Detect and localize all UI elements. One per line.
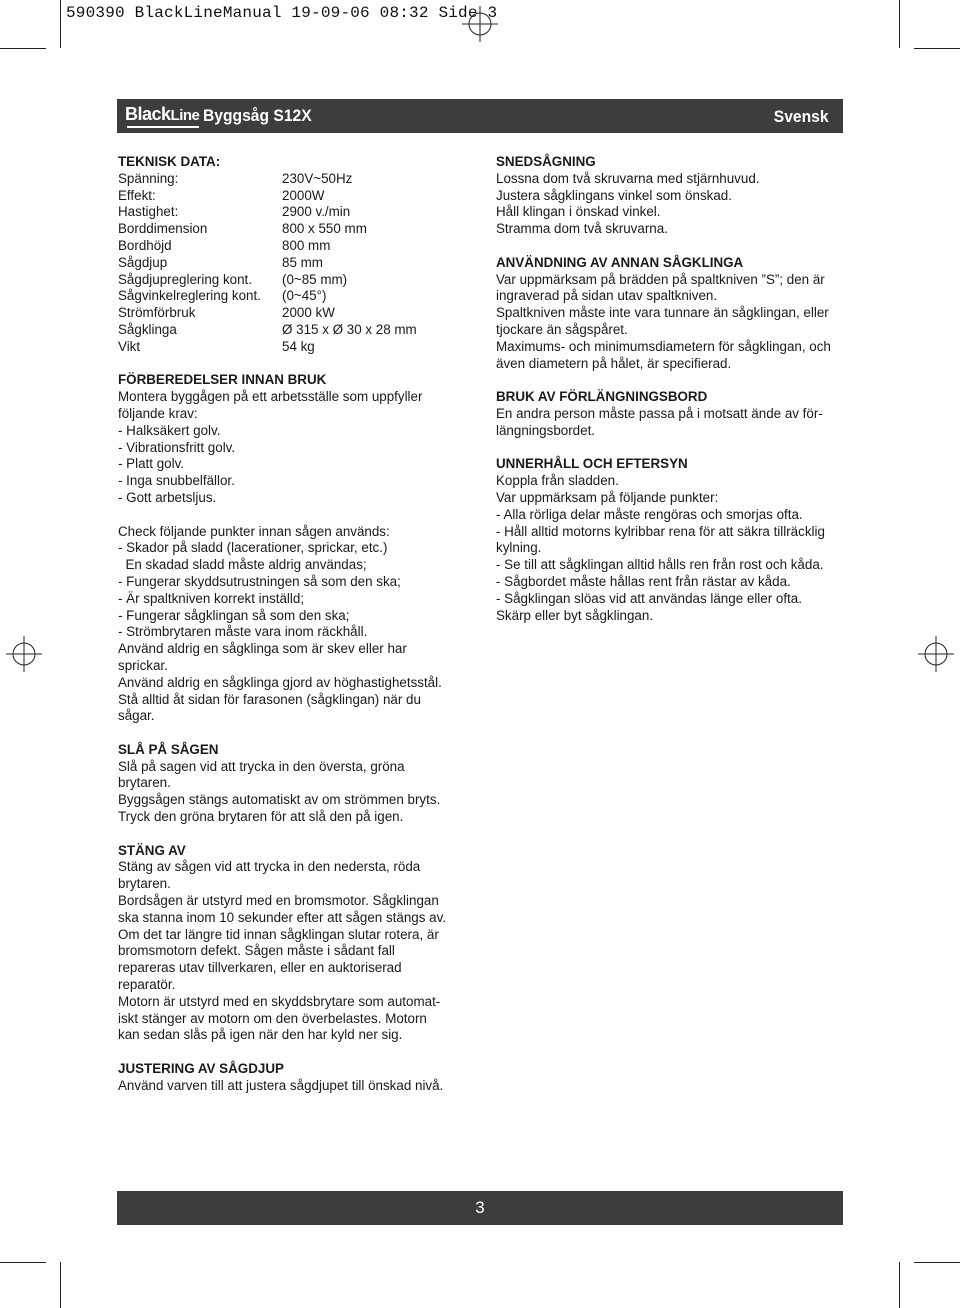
spec-row [118,255,417,272]
list-item: - Platt golv. [118,456,184,472]
text-line: Check följande punkter innan sågen används: [118,523,390,539]
text-line: Tryck den gröna brytaren för att slå den på igen. [118,809,404,825]
text-line: En andra person måste passa på i motsatt ände av för- [496,405,823,421]
crop-mark [899,1262,900,1308]
prep-heading: FÖRBEREDELSER INNAN BRUK [118,372,327,388]
maintenance-text [496,473,846,624]
blackline-logo: BlackLine [125,104,199,125]
other-blade-text [496,272,846,373]
spec-label: Spänning: [118,170,179,186]
list-item: - Är spaltkniven korrekt inställd; [118,590,305,606]
spec-label: Bordhöjd [118,237,172,253]
text-line: Om det tar längre tid innan sågklingan slutar rotera, är [118,926,439,942]
crop-mark [0,48,46,49]
text-line: Använd aldrig en sågklinga som är skev eller har [118,641,407,657]
text-line: bromsmotorn defekt. Sågen måste i sådant fall [118,943,395,959]
text-line: kan sedan slås på igen när den har kyld ner sig. [118,1027,403,1043]
text-line: Var uppmärksam på brädden på spaltkniven ”S”; den är [496,271,825,287]
spec-value: 230V~50Hz [282,170,353,186]
text-line: brytaren. [118,775,171,791]
stop-text [118,859,478,1044]
text-line: kylning. [496,540,542,556]
list-item: - Sågklingan slöas vid att användas länge eller ofta. [496,590,802,606]
other-blade-heading: ANVÄNDNING AV ANNAN SÅGKLINGA [496,254,744,270]
text-line: följande krav: [118,405,198,421]
footer-bar [117,1191,843,1225]
text-line: ska stanna inom 10 sekunder efter att sågen stängs av. [118,909,447,925]
list-item: - Gott arbetsljus. [118,489,217,505]
text-line: Använd varven till att justera sågdjupet till önskad nivå. [118,1077,444,1093]
crop-mark [914,1262,960,1263]
text-line: tjockare än sågspåret. [496,321,628,337]
text-line: En skadad sladd måste aldrig användas; [118,557,367,573]
text-line: Motorn är utstyrd med en skyddsbrytare som automat- [118,993,441,1009]
spec-table [118,171,417,356]
text-line: Spaltkniven måste inte vara tunnare än sågklingan, eller [496,305,829,321]
text-line: Var uppmärksam på följande punkter: [496,489,719,505]
spec-label: Sågvinkelreglering kont. [118,288,261,304]
crop-mark [60,0,61,48]
text-line: Bordsågen är utstyrd med en bromsmotor. Sågklingan [118,893,439,909]
model-title: Byggsåg S12X [203,106,312,125]
language-label: Svensk [774,107,829,126]
spec-row [118,305,417,322]
maintenance-heading: UNNERHÅLL OCH EFTERSYN [496,456,688,472]
text-line: repareras utav tillverkaren, eller en auktoriserad [118,960,402,976]
registration-mark-icon [6,636,42,672]
print-slug-line: 590390 BlackLineManual 19-09-06 08:32 Side 3 [66,4,498,22]
spec-row [118,288,417,305]
spec-row [118,171,417,188]
page-number: 3 [475,1198,485,1217]
registration-mark-icon [918,636,954,672]
text-line: ingraverad på sidan utav spaltkniven. [496,288,718,304]
text-line: Koppla från sladden. [496,473,619,489]
spec-value: Ø 315 x Ø 30 x 28 mm [282,321,417,337]
text-line: brytaren. [118,876,171,892]
spec-value: 2000W [282,187,325,203]
spec-label: Borddimension [118,221,208,237]
list-item: - Halksäkert golv. [118,422,221,438]
spec-label: Strömförbruk [118,305,196,321]
text-line: Justera sågklingans vinkel som önskad. [496,187,732,203]
crop-mark [899,0,900,48]
spec-value: 54 kg [282,338,315,354]
list-item: - Sågbordet måste hållas rent från rästar av kåda. [496,573,791,589]
extension-heading: BRUK AV FÖRLÄNGNINGSBORD [496,389,708,405]
list-item: - Se till att sågklingan alltid hålls ren från rost och kåda. [496,557,824,573]
spec-row [118,272,417,289]
stop-heading: STÄNG AV [118,842,186,858]
text-line: även diametern på hålet, är specifierad. [496,355,732,371]
text-line: längningsbordet. [496,422,596,438]
list-item: - Fungerar sågklingan så som den ska; [118,607,350,623]
spec-value: (0~85 mm) [282,271,348,287]
spec-label: Vikt [118,338,141,354]
bevel-heading: SNEDSÅGNING [496,154,596,169]
spec-row [118,188,417,205]
spec-value: 2900 v./min [282,204,351,220]
list-item: - Håll alltid motorns kylribbar rena för att säkra tillräcklig [496,523,825,539]
text-line: Stå alltid åt sidan för farasonen (sågklingan) när du [118,691,421,707]
text-line: Håll klingan i önskad vinkel. [496,204,661,220]
check-text [118,524,478,726]
spec-label: Sågdjupreglering kont. [118,271,252,287]
crop-mark [60,1262,61,1308]
bevel-text [496,171,846,238]
text-line: Maximums- och minimumsdiametern för sågklingan, och [496,338,831,354]
spec-row [118,238,417,255]
spec-row [118,322,417,339]
crop-mark [0,1262,46,1263]
text-line: Byggsågen stängs automatiskt av om strömmen bryts. [118,792,441,808]
list-item: - Strömbrytaren måste vara inom räckhåll. [118,624,368,640]
list-item: - Skador på sladd (lacerationer, sprickar, etc.) [118,540,388,556]
left-column [118,154,478,1095]
crop-mark [914,48,960,49]
text-line: iskt stänger av motorn om den överbelastes. Motorn [118,1010,427,1026]
text-line: Stäng av sågen vid att trycka in den nedersta, röda [118,859,421,875]
start-heading: SLÅ PÅ SÅGEN [118,741,219,757]
start-text [118,759,478,826]
depth-heading: JUSTERING AV SÅGDJUP [118,1061,284,1077]
text-line: Skärp eller byt sågklingan. [496,607,654,623]
spec-value: 800 mm [282,237,331,253]
spec-value: 2000 kW [282,305,335,321]
text-line: Använd aldrig en sågklinga gjord av höghastighetsstål. [118,674,442,690]
spec-value: 800 x 550 mm [282,221,367,237]
list-item: - Inga snubbelfällor. [118,473,235,489]
text-line: sprickar. [118,657,168,673]
list-item: - Vibrationsfritt golv. [118,439,236,455]
text-line: Stramma dom två skruvarna. [496,221,668,237]
extension-text [496,406,846,440]
list-item: - Alla rörliga delar måste rengöras och smorjas ofta. [496,506,803,522]
text-line: Lossna dom två skruvarna med stjärnhuvud. [496,170,760,186]
spec-label: Hastighet: [118,204,179,220]
spec-value: 85 mm [282,254,323,270]
text-line: Slå på sagen vid att trycka in den översta, gröna [118,758,405,774]
spec-row [118,204,417,221]
spec-label: Sågdjup [118,254,168,270]
text-line: sågar. [118,708,155,724]
spec-label: Sågklinga [118,321,177,337]
list-item: - Fungerar skyddsutrustningen så som den ska; [118,573,401,589]
tech-heading: TEKNISK DATA: [118,154,221,169]
spec-label: Effekt: [118,187,156,203]
right-column [496,154,846,624]
registration-mark-icon [462,6,498,42]
text-line: reparatör. [118,977,176,993]
spec-value: (0~45°) [282,288,327,304]
spec-row [118,339,417,356]
header-bar [117,99,843,133]
spec-row [118,221,417,238]
text-line: Montera byggågen på ett arbetsställe som uppfyller [118,389,423,405]
prep-text [118,389,478,507]
